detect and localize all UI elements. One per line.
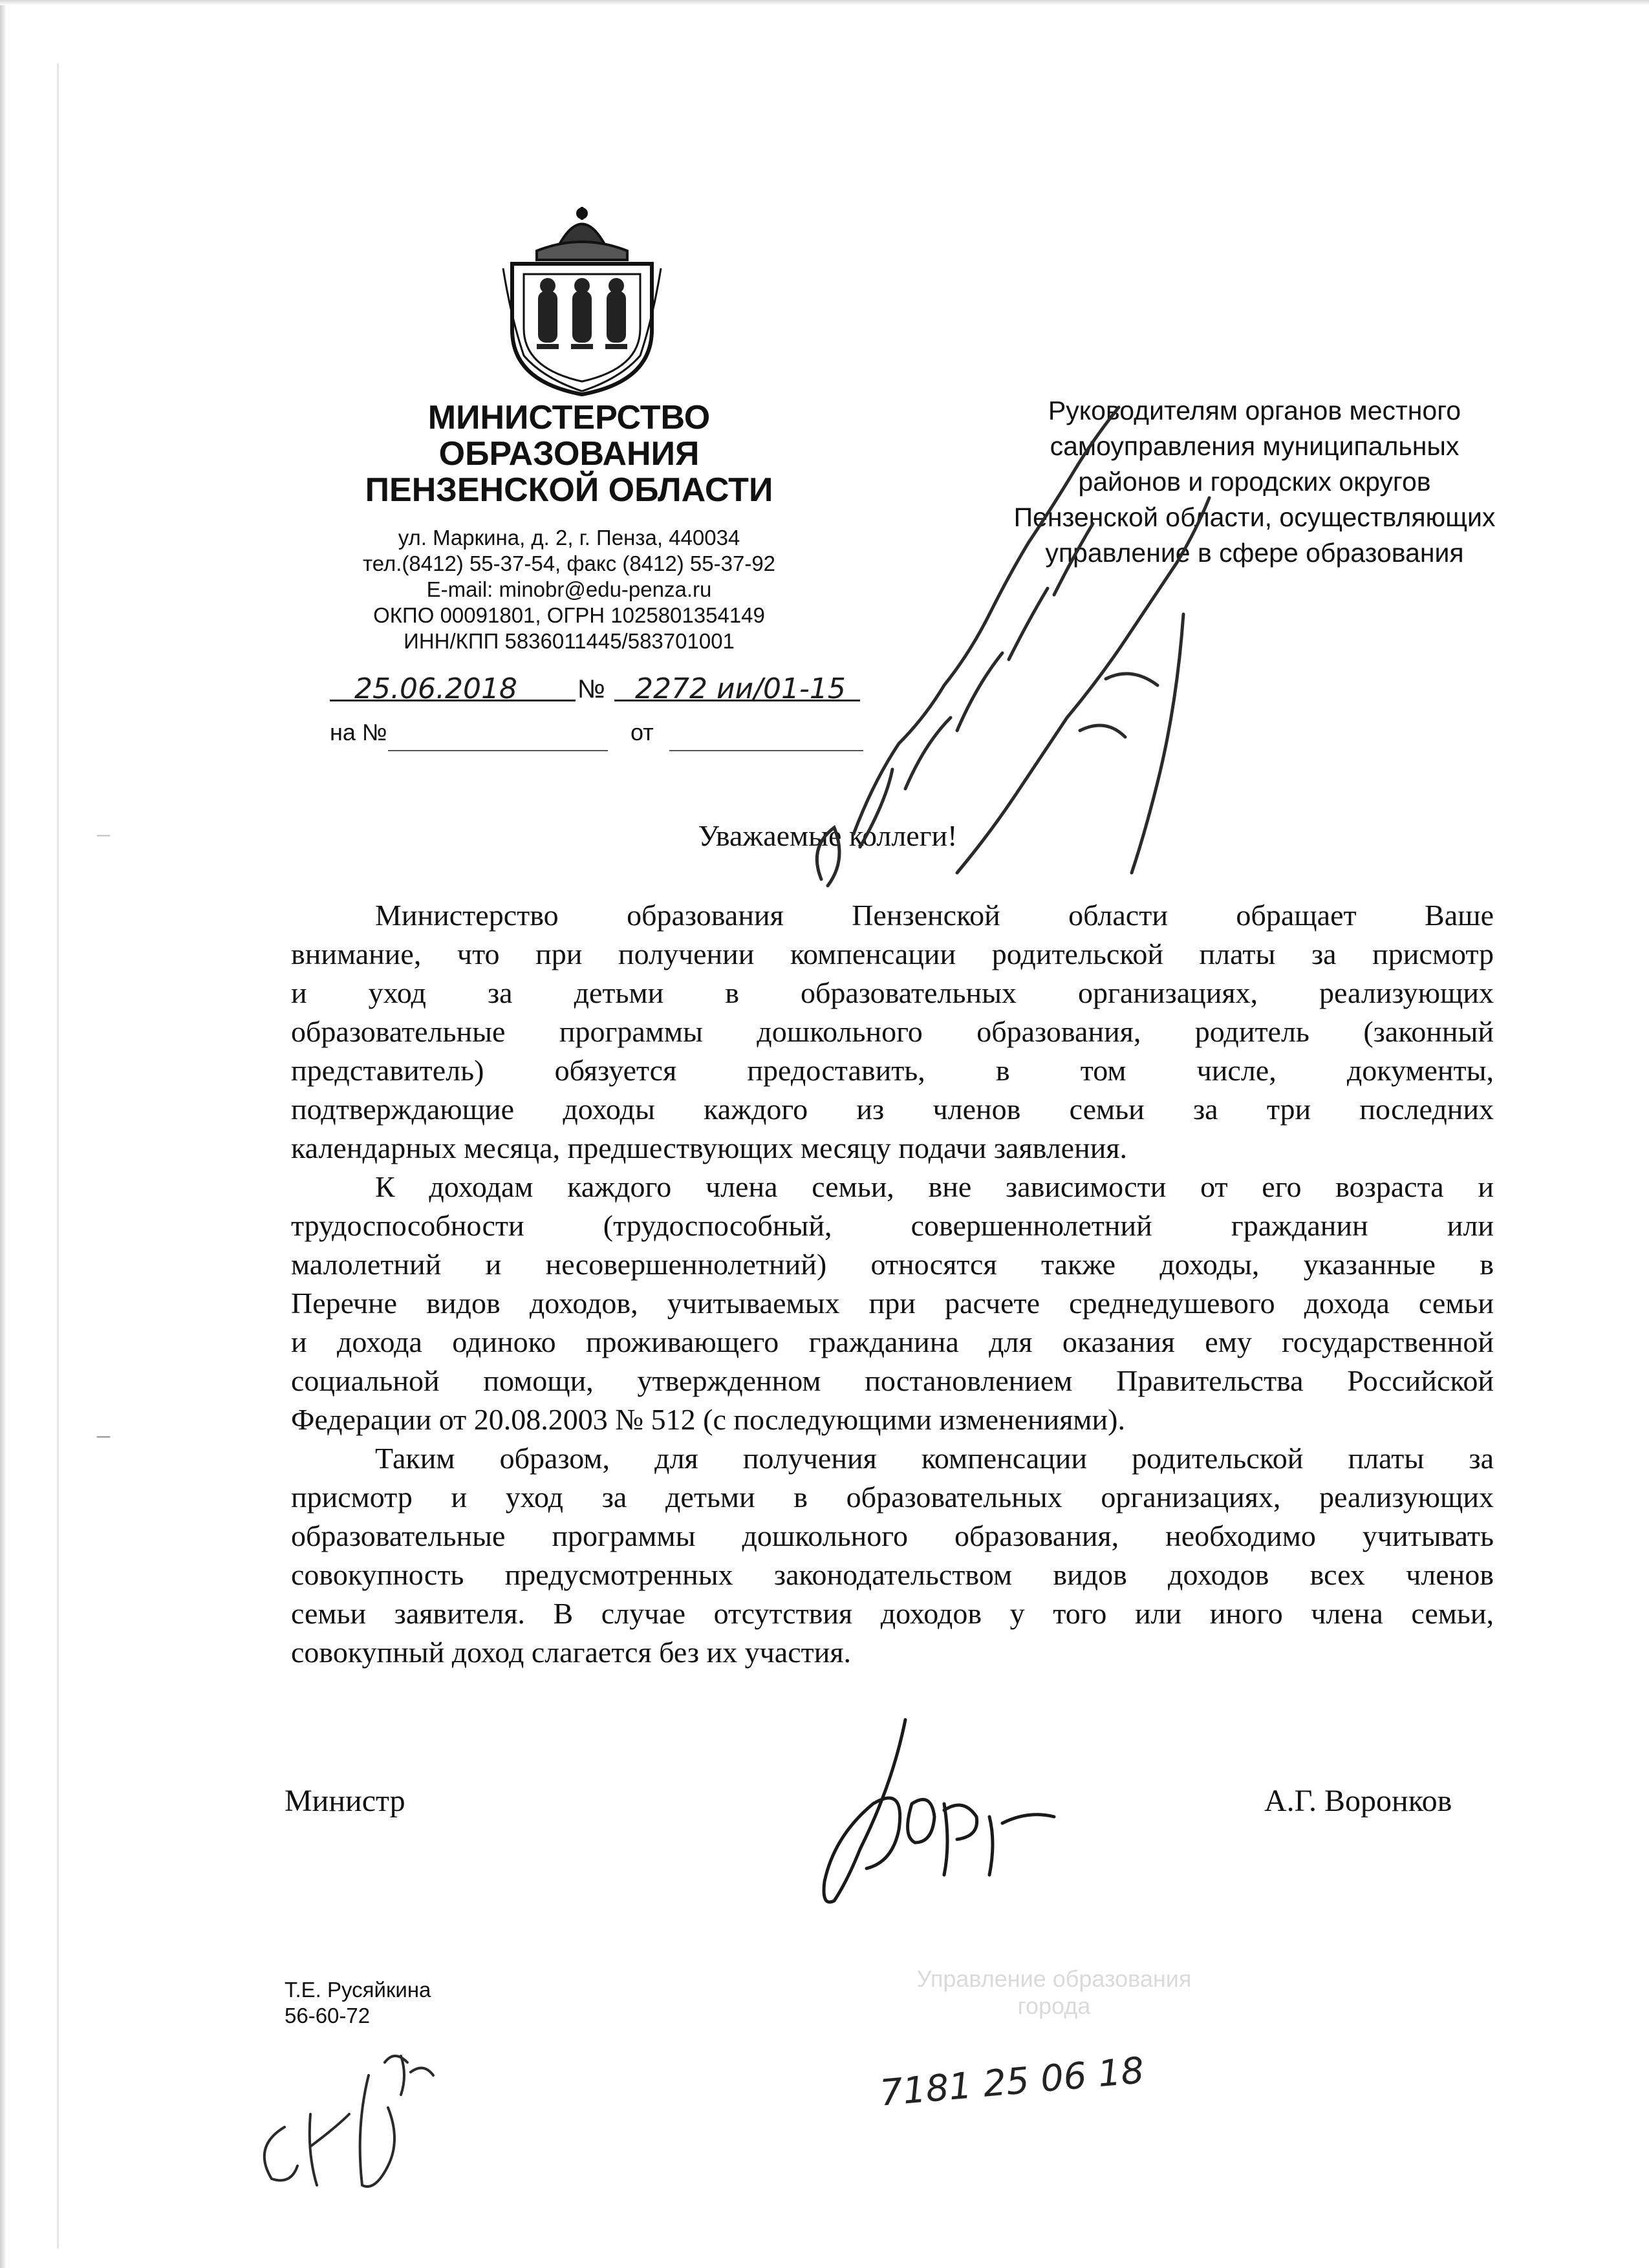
reply-date-label: от — [630, 719, 654, 745]
body-line: Таким образом, для получения компенсации родительской платы за — [375, 1442, 1494, 1475]
ministry-contacts — [285, 525, 854, 654]
email-line: E-mail: minobr@edu-penza.ru — [426, 577, 712, 601]
recipient-line: управление в сфере образования — [1045, 538, 1464, 568]
stamp-line: города — [1017, 1993, 1091, 2019]
handwritten-initials — [246, 2037, 453, 2198]
okpo-ogrn-line: ОКПО 00091801, ОГРН 1025801354149 — [373, 603, 765, 627]
incoming-stamp-faint — [841, 1965, 1267, 2020]
paragraph-2 — [291, 1168, 1494, 1439]
recipient-line: Пензенской области, осуществляющих — [1013, 502, 1496, 532]
incoming-registration: 7181 25 06 18 — [878, 2049, 1146, 2115]
address-line: ул. Маркина, д. 2, г. Пенза, 440034 — [398, 526, 740, 550]
paragraph-1 — [291, 896, 1494, 1168]
ministry-name-line: ОБРАЗОВАНИЯ — [438, 435, 700, 473]
body-line: образовательные программы дошкольного образования, необходимо учитывать — [291, 1519, 1494, 1552]
body-line: представитель) обязуется предоставить, в том числе, документы, — [291, 1054, 1494, 1087]
stamp-line: Управление образования — [916, 1965, 1192, 1992]
scan-artifact-line — [57, 63, 59, 2249]
body-line: социальной помощи, утвержденном постановлением Правительства Российской — [291, 1364, 1494, 1397]
recipient-line: самоуправления муниципальных — [1050, 431, 1460, 461]
body-line: присмотр и уход за детьми в образовательных организациях, реализующих — [291, 1481, 1494, 1514]
recipient-block — [925, 393, 1584, 571]
phone-fax-line: тел.(8412) 55-37-54, факс (8412) 55-37-92 — [362, 551, 776, 575]
penza-coat-of-arms-icon — [498, 207, 666, 398]
reply-number-label: на № — [330, 719, 387, 745]
number-sign: № — [577, 675, 605, 703]
body-line: Федерации от 20.08.2003 № 512 (с последующими изменениями). — [291, 1403, 1125, 1436]
body-line: образовательные программы дошкольного образования, родитель (законный — [291, 1015, 1494, 1048]
body-line: малолетний и несовершеннолетний) относятся также доходы, указанные в — [291, 1248, 1494, 1281]
scan-edge-left — [0, 0, 6, 2268]
greeting: Уважаемые коллеги! — [698, 819, 958, 852]
body-line: совокупный доход слагается без их участия. — [291, 1636, 852, 1669]
registration-date: 25.06.2018 — [354, 672, 517, 705]
scan-edge-top — [0, 0, 1649, 5]
registration-number: 2272 ии/01-15 — [635, 672, 846, 705]
reply-date-underline — [669, 750, 863, 751]
body-line: подтверждающие доходы каждого из членов семьи за три последних — [291, 1093, 1494, 1126]
body-line: Министерство образования Пензенской области обращает Ваше — [375, 899, 1494, 932]
inn-kpp-line: ИНН/КПП 5836011445/583701001 — [404, 629, 735, 653]
signatory-name: А.Г. Воронков — [1264, 1784, 1452, 1818]
body-line: внимание, что при получении компенсации родительской платы за присмотр — [291, 937, 1494, 970]
ministry-name-line: ПЕНЗЕНСКОЙ ОБЛАСТИ — [365, 471, 773, 509]
body-line: Перечне видов доходов, учитываемых при расчете среднедушевого дохода семьи — [291, 1287, 1494, 1320]
executor-name: Т.Е. Русяйкина — [285, 1978, 431, 2002]
recipient-line: районов и городских округов — [1078, 467, 1431, 497]
body-line: семьи заявителя. В случае отсутствия доходов у того или иного члена семьи, — [291, 1597, 1494, 1630]
reply-number-underline — [388, 750, 608, 751]
ministry-name-line: МИНИСТЕРСТВО — [427, 399, 711, 436]
executor-block — [285, 1977, 431, 2029]
body-line: и дохода одиноко проживающего гражданина для оказания ему государственной — [291, 1325, 1494, 1358]
scan-margin-mark: – — [97, 1420, 110, 1449]
paragraph-3 — [291, 1439, 1494, 1672]
executor-phone: 56-60-72 — [285, 2004, 371, 2027]
scan-margin-mark: – — [97, 818, 110, 848]
ministry-name — [285, 400, 854, 508]
body-line: трудоспособности (трудоспособный, совершеннолетний гражданин или — [291, 1209, 1494, 1242]
handwritten-signature — [795, 1707, 1067, 1920]
body-line: календарных месяца, предшествующих месяцу подачи заявления. — [291, 1131, 1127, 1164]
body-line: совокупность предусмотренных законодательством видов доходов всех членов — [291, 1558, 1494, 1591]
signatory-title: Министр — [285, 1784, 405, 1818]
body-line: К доходам каждого члена семьи, вне зависимости от его возраста и — [375, 1170, 1494, 1203]
letter-body — [291, 896, 1494, 1672]
recipient-line: Руководителям органов местного — [1048, 396, 1461, 425]
body-line: и уход за детьми в образовательных организациях, реализующих — [291, 976, 1494, 1009]
